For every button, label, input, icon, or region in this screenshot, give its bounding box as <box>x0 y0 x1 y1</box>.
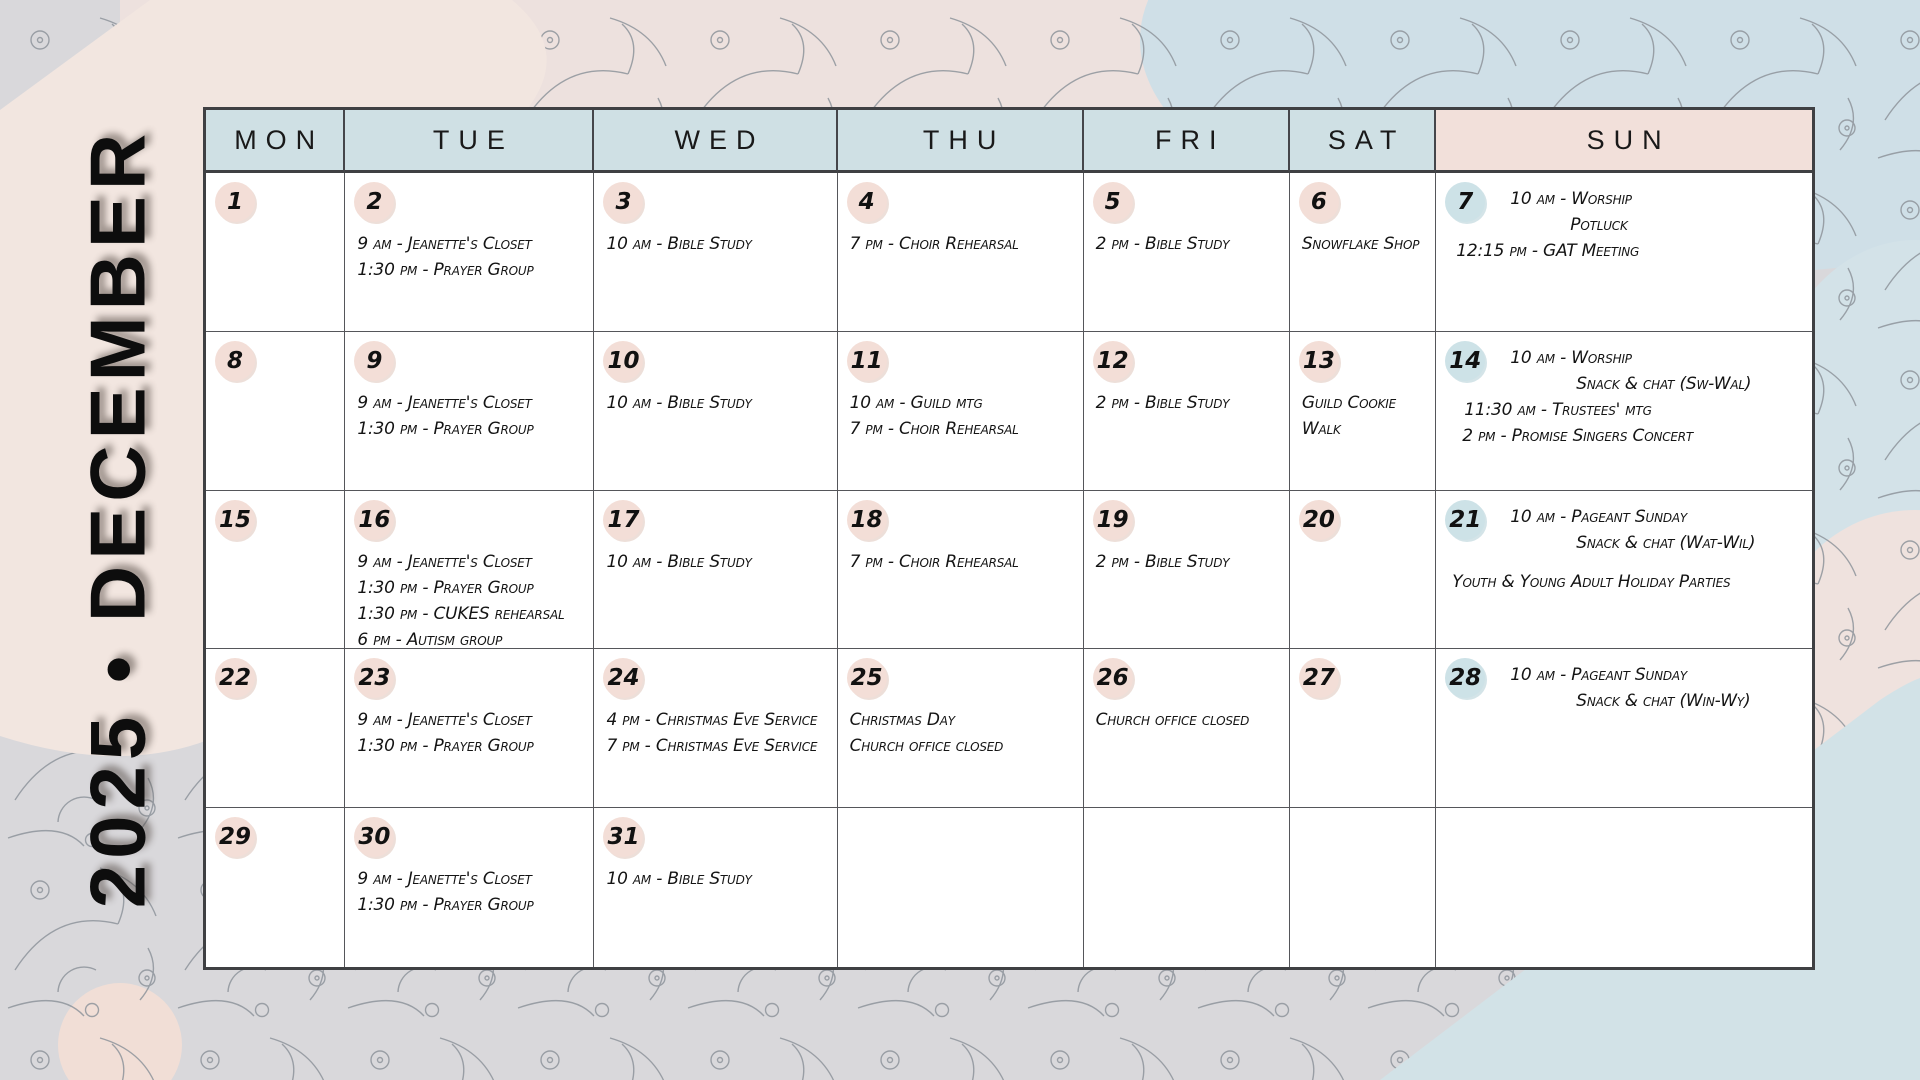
day-events <box>1290 649 1435 713</box>
day-cell-1 <box>206 173 345 332</box>
event-line: 10 am - Pageant Sunday <box>1510 506 1688 527</box>
day-cell-5 <box>1084 173 1290 332</box>
day-cell-23 <box>345 649 594 808</box>
day-number-badge: 10 <box>603 341 643 381</box>
event-line: 10 am - Bible Study <box>606 392 752 413</box>
event-line: Church office closed <box>1095 710 1250 731</box>
day-cell-6 <box>1290 173 1436 332</box>
event-line: Snack & chat (Win-Wy) <box>1576 691 1751 712</box>
day-events <box>594 649 836 765</box>
day-cell-17 <box>594 491 837 650</box>
weekday-header-sat: SAT <box>1290 110 1436 173</box>
event-line: 10 am - Worship <box>1510 189 1632 209</box>
weekday-header-tue: TUE <box>345 110 594 173</box>
event-line: Snack & chat (Wat-Wil) <box>1576 532 1756 553</box>
day-cell-4 <box>838 173 1084 332</box>
event-line: 1:30 pm - CUKES rehearsal <box>357 603 565 624</box>
event-line: 4 pm - Christmas Eve Service <box>606 710 818 731</box>
day-events <box>206 332 344 396</box>
event-line: 2 pm - Bible Study <box>1095 392 1230 413</box>
day-events <box>838 332 1083 448</box>
day-cell-8 <box>206 332 345 491</box>
event-line: 9 am - Jeanette's Closet <box>357 551 532 572</box>
event-line: Potluck <box>1570 215 1628 235</box>
day-cell-10 <box>594 332 837 491</box>
day-number-badge: 12 <box>1093 341 1133 381</box>
day-events <box>594 808 836 898</box>
day-cell-16 <box>345 491 594 650</box>
empty-cell <box>1290 808 1436 967</box>
event-line: 9 am - Jeanette's Closet <box>357 869 532 890</box>
day-events <box>206 808 344 872</box>
day-cell-7 <box>1436 173 1812 332</box>
weekday-header-mon: MON <box>206 110 345 173</box>
day-cell-28 <box>1436 649 1812 808</box>
weekday-header-wed: WED <box>594 110 837 173</box>
event-line: 9 am - Jeanette's Closet <box>357 392 532 413</box>
day-events <box>345 173 593 289</box>
event-line: 1:30 pm - Prayer Group <box>357 260 534 280</box>
day-number-badge: 29 <box>215 817 255 857</box>
weekday-header-sun: SUN <box>1436 110 1812 173</box>
day-cell-14 <box>1436 332 1812 491</box>
event-line: 10 am - Pageant Sunday <box>1510 665 1688 686</box>
event-line: 10 am - Bible Study <box>606 869 752 890</box>
empty-cell <box>1084 808 1290 967</box>
day-number-badge: 24 <box>603 658 643 698</box>
day-cell-31 <box>594 808 837 967</box>
day-number-badge: 19 <box>1093 500 1133 540</box>
day-cell-15 <box>206 491 345 650</box>
day-number-badge: 11 <box>847 341 887 381</box>
day-number-badge: 6 <box>1299 182 1339 222</box>
event-line: 1:30 pm - Prayer Group <box>357 895 534 916</box>
event-line: Guild Cookie Walk <box>1301 392 1397 439</box>
day-events <box>206 649 344 713</box>
event-line: 9 am - Jeanette's Closet <box>357 710 532 731</box>
empty-cell <box>838 808 1084 967</box>
day-cell-29 <box>206 808 345 967</box>
day-events <box>1084 332 1289 422</box>
day-events <box>594 491 836 581</box>
weekday-header-thu: THU <box>838 110 1084 173</box>
day-events <box>838 173 1083 263</box>
day-cell-30 <box>345 808 594 967</box>
day-events <box>206 173 344 237</box>
day-cell-18 <box>838 491 1084 650</box>
event-line: 10 am - Guild mtg <box>849 392 983 413</box>
event-line: Church office closed <box>849 736 1004 757</box>
day-cell-27 <box>1290 649 1436 808</box>
day-events <box>345 491 593 650</box>
weekday-header-fri: FRI <box>1084 110 1290 173</box>
day-cell-26 <box>1084 649 1290 808</box>
day-number-badge: 8 <box>215 341 255 381</box>
day-events <box>206 491 344 555</box>
event-line: Christmas Day <box>849 710 955 731</box>
day-number-badge: 4 <box>847 182 887 222</box>
event-line: 2 pm - Bible Study <box>1095 234 1230 254</box>
event-line: 10 am - Bible Study <box>606 234 752 254</box>
month-title: 2025 • DECEMBER <box>73 127 162 909</box>
day-events <box>1436 491 1812 601</box>
day-number-badge: 9 <box>354 341 394 381</box>
event-line: 10 am - Worship <box>1510 347 1632 368</box>
day-number-badge: 30 <box>354 817 394 857</box>
event-line: Youth & Young Adult Holiday Parties <box>1452 571 1731 592</box>
day-number-badge: 18 <box>847 500 887 540</box>
event-line: 7 pm - Choir Rehearsal <box>849 234 1019 254</box>
day-number-badge: 20 <box>1299 500 1339 540</box>
day-number-badge: 16 <box>354 500 394 540</box>
day-number-badge: 22 <box>215 658 255 698</box>
day-events <box>594 332 836 422</box>
event-line: 1:30 pm - Prayer Group <box>357 577 534 598</box>
event-line: 11:30 am - Trustees' mtg <box>1464 399 1652 420</box>
day-number-badge: 31 <box>603 817 643 857</box>
day-cell-12 <box>1084 332 1290 491</box>
day-number-badge: 2 <box>354 182 394 222</box>
day-events <box>1290 491 1435 555</box>
event-line: 1:30 pm - Prayer Group <box>357 418 534 439</box>
day-events <box>345 649 593 765</box>
day-events <box>1290 332 1435 448</box>
empty-cell <box>1436 808 1812 967</box>
calendar-table <box>203 107 1815 970</box>
event-line: 2 pm - Bible Study <box>1095 551 1230 572</box>
day-cell-22 <box>206 649 345 808</box>
day-number-badge: 21 <box>1445 500 1485 540</box>
event-line: 10 am - Bible Study <box>606 551 752 572</box>
day-number-badge: 26 <box>1093 658 1133 698</box>
event-line: 1:30 pm - Prayer Group <box>357 736 534 757</box>
day-number-badge: 7 <box>1445 182 1485 222</box>
day-number-badge: 25 <box>847 658 887 698</box>
day-events <box>838 491 1083 581</box>
day-cell-21 <box>1436 491 1812 650</box>
day-events <box>345 808 593 924</box>
day-cell-24 <box>594 649 837 808</box>
day-number-badge: 5 <box>1093 182 1133 222</box>
day-cell-25 <box>838 649 1084 808</box>
day-number-badge: 17 <box>603 500 643 540</box>
day-cell-3 <box>594 173 837 332</box>
day-number-badge: 14 <box>1445 341 1485 381</box>
day-cell-13 <box>1290 332 1436 491</box>
day-events <box>838 649 1083 765</box>
day-cell-9 <box>345 332 594 491</box>
event-line: 7 pm - Choir Rehearsal <box>849 551 1019 572</box>
day-events <box>345 332 593 448</box>
day-number-badge: 23 <box>354 658 394 698</box>
event-line: Snack & chat (Sw-Wal) <box>1576 373 1752 394</box>
day-cell-19 <box>1084 491 1290 650</box>
day-number-badge: 28 <box>1445 658 1485 698</box>
day-cell-2 <box>345 173 594 332</box>
event-line: 6 pm - Autism group <box>357 629 503 650</box>
day-events <box>1290 173 1435 263</box>
day-number-badge: 13 <box>1299 341 1339 381</box>
day-events <box>1084 649 1289 739</box>
day-events <box>1436 173 1812 270</box>
day-events <box>1084 173 1289 263</box>
event-line: Snowflake Shop <box>1301 234 1420 254</box>
day-number-badge: 3 <box>603 182 643 222</box>
event-line: 7 pm - Christmas Eve Service <box>606 736 818 757</box>
day-number-badge: 27 <box>1299 658 1339 698</box>
day-events <box>1084 491 1289 581</box>
event-line: 2 pm - Promise Singers Concert <box>1462 425 1694 446</box>
day-events <box>1436 649 1812 720</box>
day-events <box>1436 332 1812 455</box>
day-cell-11 <box>838 332 1084 491</box>
day-cell-20 <box>1290 491 1436 650</box>
day-number-badge: 1 <box>215 182 255 222</box>
day-number-badge: 15 <box>215 500 255 540</box>
event-line: 7 pm - Choir Rehearsal <box>849 418 1019 439</box>
event-line: 9 am - Jeanette's Closet <box>357 234 532 254</box>
event-line: 12:15 pm - GAT Meeting <box>1456 241 1640 261</box>
day-events <box>594 173 836 263</box>
